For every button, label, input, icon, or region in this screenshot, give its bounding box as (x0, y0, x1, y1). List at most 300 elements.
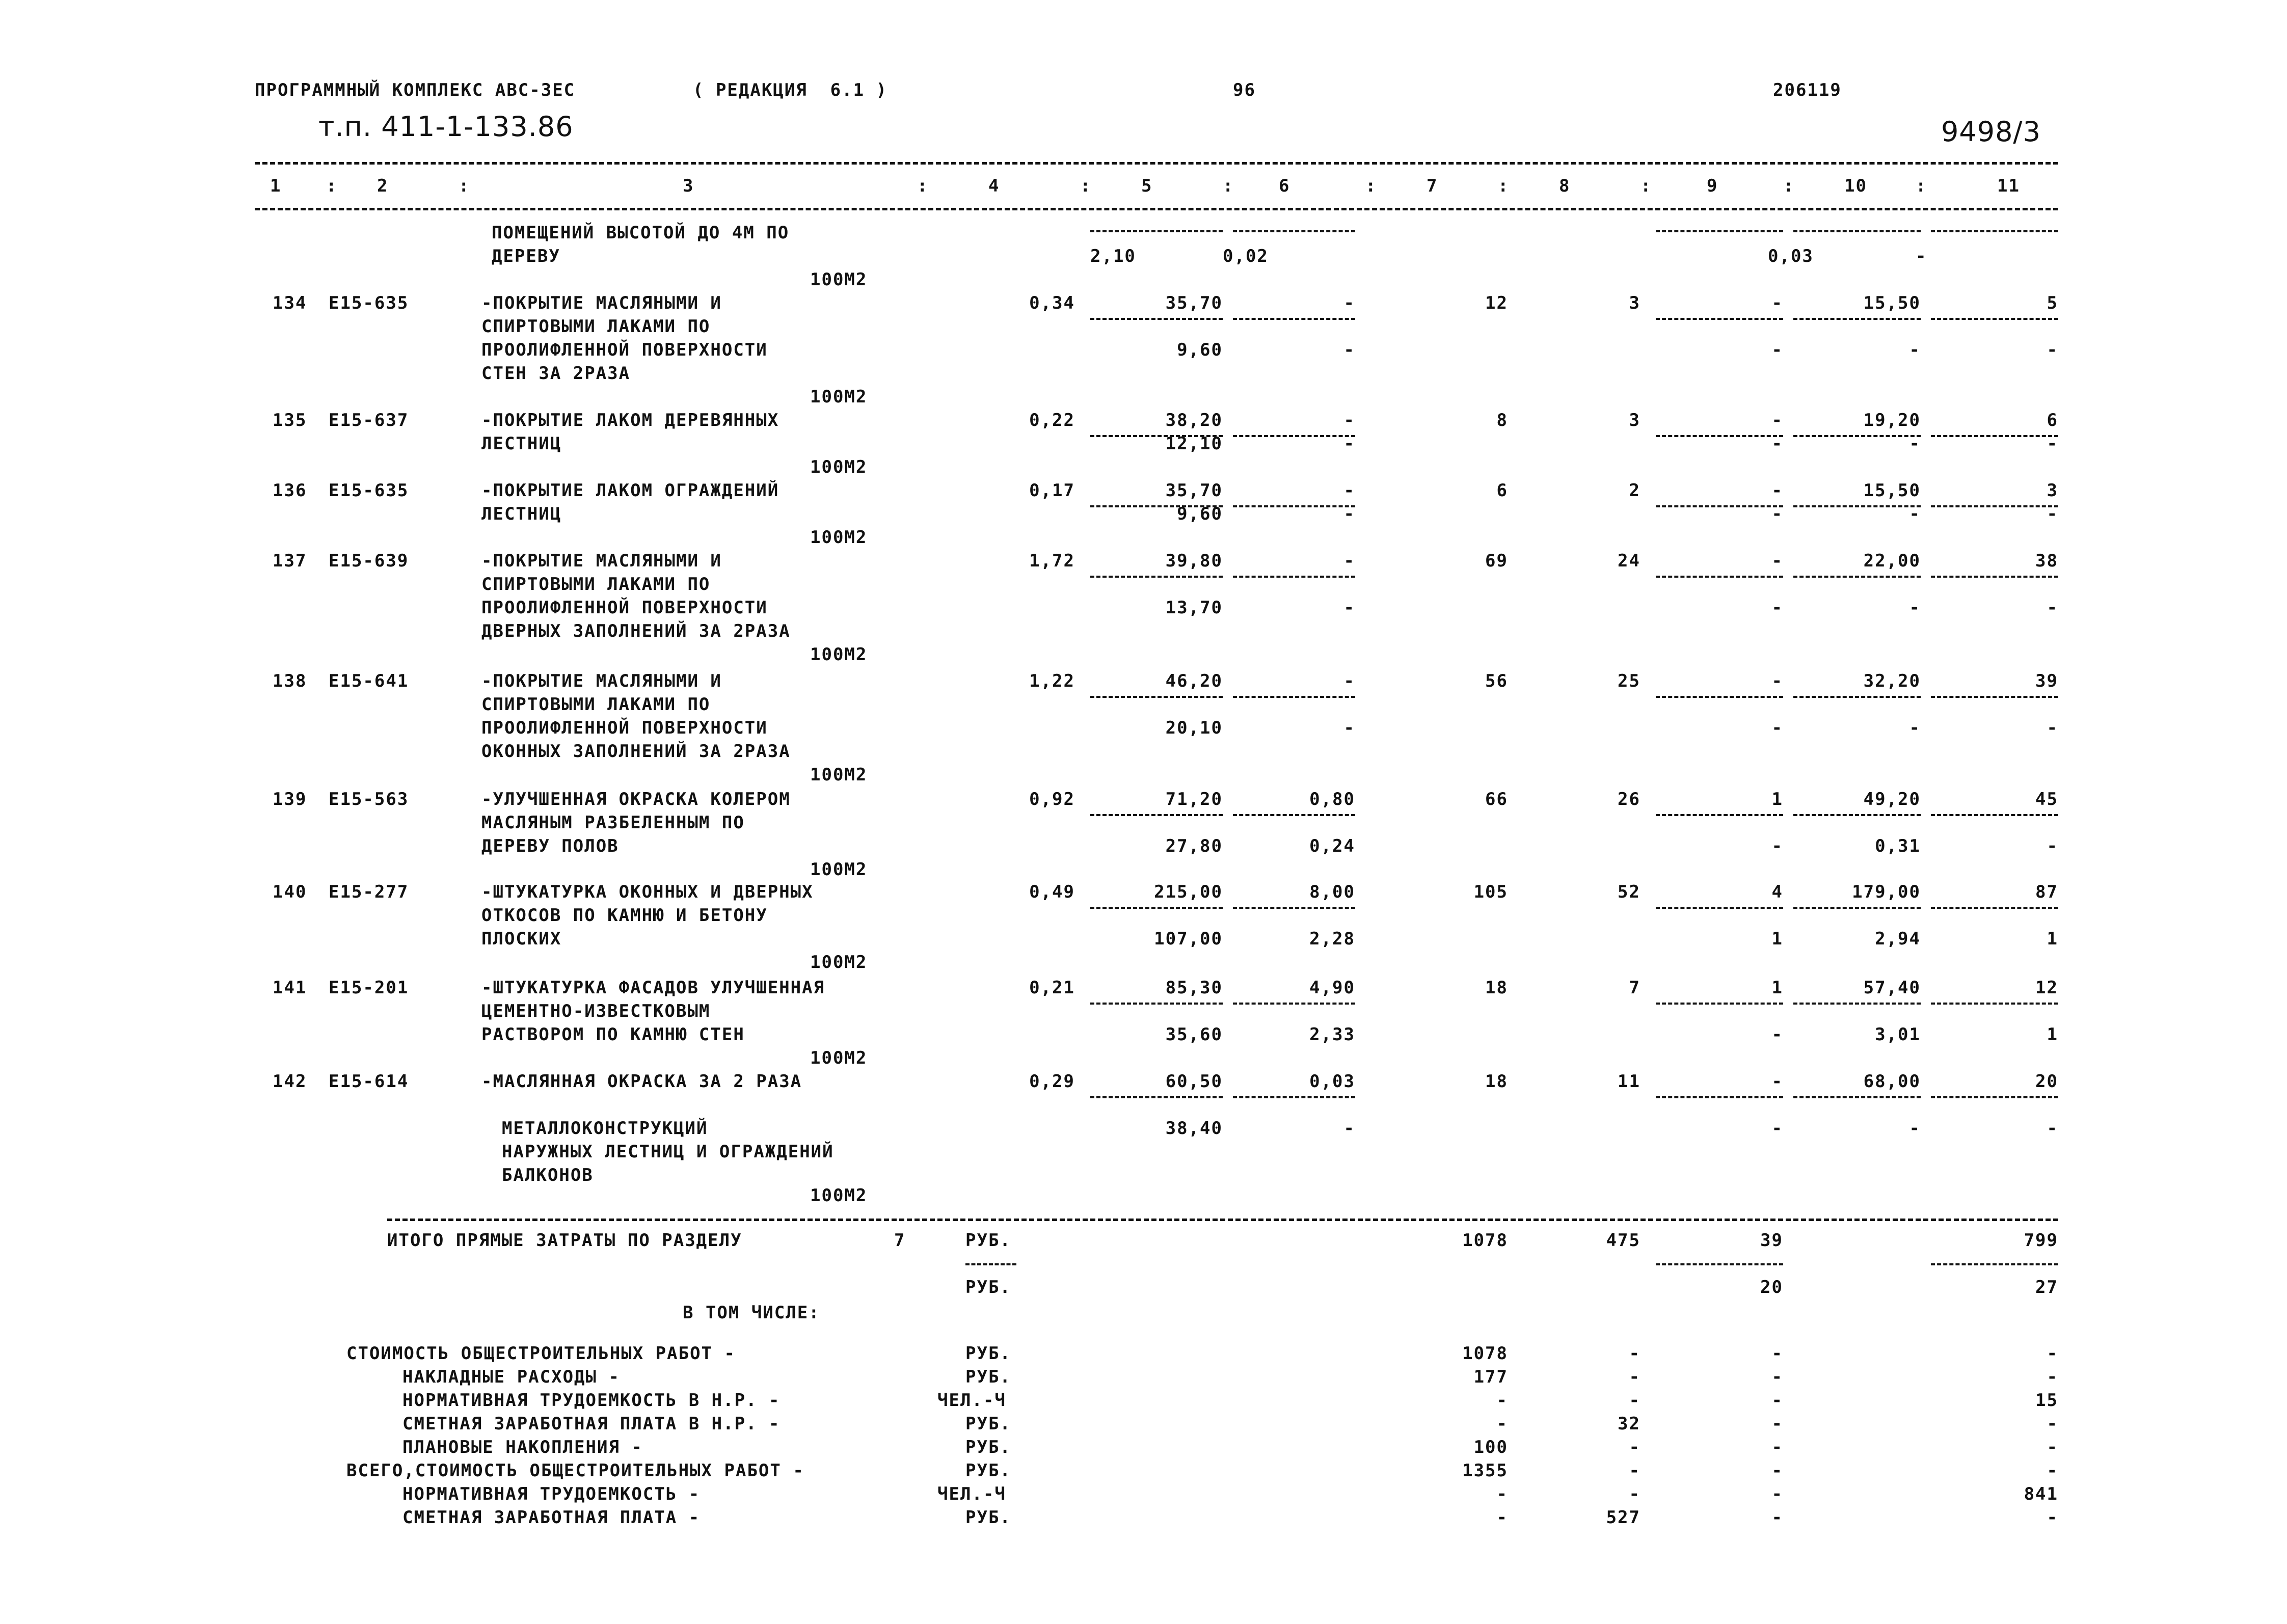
estimate-row-139-c10: 49,20 (1863, 789, 1921, 809)
header-rule-top (255, 162, 2058, 165)
column-separator: : (1080, 176, 1092, 196)
estimate-row-141-c10b: 3,01 (1875, 1024, 1921, 1045)
estimate-row-135-c4: 0,22 (1029, 410, 1075, 430)
summary-line-unit: РУБ. (965, 1437, 1011, 1457)
summary-line-unit: РУБ. (965, 1414, 1011, 1434)
estimate-row-139-c9b: - (1771, 836, 1783, 856)
estimate-row-136-c7: 6 (1496, 480, 1508, 501)
intro-col5-divider (1090, 230, 1223, 232)
summary-line-col8: - (1629, 1390, 1640, 1411)
estimate-row-142-description-line: БАЛКОНОВ (502, 1165, 594, 1185)
column-number-9: 9 (1707, 176, 1718, 196)
estimate-row-138-c9b: - (1771, 718, 1783, 738)
total-col11: 799 (2024, 1230, 2058, 1251)
summary-line-unit: РУБ. (965, 1507, 1011, 1528)
estimate-row-135-c5b: 12,10 (1165, 434, 1223, 454)
undefined: 2,10 (1090, 246, 1136, 266)
estimate-row-140-c4: 0,49 (1029, 882, 1075, 902)
estimate-row-139-c10b: 0,31 (1875, 836, 1921, 856)
including-label: В ТОМ ЧИСЛЕ: (683, 1303, 820, 1323)
estimate-row-134-c10b: - (1909, 340, 1921, 360)
total-col9-second: 20 (1760, 1277, 1783, 1297)
undefined: 0,02 (1223, 246, 1269, 266)
estimate-row-134-col9-divider (1656, 318, 1783, 320)
summary-line-col9: - (1771, 1390, 1783, 1411)
summary-line-unit: РУБ. (965, 1460, 1011, 1481)
estimate-row-142-col11-divider (1931, 1096, 2058, 1098)
estimate-row-135-c9b: - (1771, 434, 1783, 454)
summary-line-label: НОРМАТИВНАЯ ТРУДОЕМКОСТЬ В Н.Р. - (402, 1390, 781, 1411)
estimate-row-134-c4: 0,34 (1029, 293, 1075, 313)
estimate-row-137-c5b: 13,70 (1165, 598, 1223, 618)
summary-line-label: ВСЕГО,СТОИМОСТЬ ОБЩЕСТРОИТЕЛЬНЫХ РАБОТ - (346, 1460, 804, 1481)
summary-line-unit: РУБ. (965, 1343, 1011, 1364)
estimate-row-139-c5b: 27,80 (1165, 836, 1223, 856)
estimate-row-142-col10-divider (1793, 1096, 1921, 1098)
estimate-row-140-c11b: 1 (2047, 929, 2058, 949)
column-separator: : (917, 176, 929, 196)
header-rule-bottom (255, 208, 2058, 210)
column-separator: : (1783, 176, 1795, 196)
summary-line-col7: - (1496, 1390, 1508, 1411)
estimate-row-134-description-line: ПРООЛИФЛЕННОЙ ПОВЕРХНОСТИ (481, 340, 768, 360)
estimate-row-137-c9b: - (1771, 598, 1783, 618)
estimate-row-141-col9-divider (1656, 1003, 1783, 1005)
estimate-row-139-col11-divider (1931, 814, 2058, 816)
estimate-row-134-c11: 5 (2047, 293, 2058, 313)
estimate-row-141-description-line: -ШТУКАТУРКА ФАСАДОВ УЛУЧШЕННАЯ (481, 978, 825, 998)
column-separator: : (459, 176, 470, 196)
intro-unit: 100М2 (810, 269, 868, 290)
estimate-row-140-c5b: 107,00 (1154, 929, 1223, 949)
intro-col6-divider (1233, 230, 1355, 232)
estimate-row-137-col10-divider (1793, 576, 1921, 578)
estimate-row-135-code: Е15-637 (329, 410, 409, 430)
summary-line-col8: - (1629, 1367, 1640, 1387)
estimate-row-141-col11-divider (1931, 1003, 2058, 1005)
estimate-row-139-col5-divider (1090, 814, 1223, 816)
summary-line-col7: 177 (1473, 1367, 1508, 1387)
estimate-row-136-description-line: -ПОКРЫТИЕ ЛАКОМ ОГРАЖДЕНИЙ (481, 480, 779, 501)
estimate-row-140-c9: 4 (1771, 882, 1783, 902)
estimate-row-137-c11b: - (2047, 598, 2058, 618)
estimate-row-138-c11b: - (2047, 718, 2058, 738)
column-number-3: 3 (683, 176, 694, 196)
estimate-row-140-c11: 87 (2035, 882, 2058, 902)
estimate-row-142-c6: 0,03 (1309, 1071, 1355, 1092)
undefined: - (1916, 246, 1927, 266)
column-separator: : (1365, 176, 1377, 196)
summary-line-col8: 32 (1618, 1414, 1640, 1434)
estimate-row-136-c6b: - (1343, 504, 1355, 524)
estimate-row-141-c8: 7 (1629, 978, 1640, 998)
estimate-row-142-c7: 18 (1485, 1071, 1508, 1092)
program-title: ПРОГРАММНЫЙ КОМПЛЕКС АВС-3ЕС (255, 80, 576, 100)
summary-line-col8: - (1629, 1437, 1640, 1457)
estimate-row-139-col10-divider (1793, 814, 1921, 816)
estimate-row-139-c8: 26 (1618, 789, 1640, 809)
estimate-row-136-c10b: - (1909, 504, 1921, 524)
estimate-row-142-c9b: - (1771, 1118, 1783, 1139)
estimate-row-134-c8: 3 (1629, 293, 1640, 313)
estimate-row-138-c8: 25 (1618, 671, 1640, 691)
estimate-row-134-c11b: - (2047, 340, 2058, 360)
estimate-row-138-c7: 56 (1485, 671, 1508, 691)
summary-line-col8: - (1629, 1484, 1640, 1504)
estimate-row-140-c10: 179,00 (1852, 882, 1921, 902)
summary-line-col11: - (2047, 1367, 2058, 1387)
estimate-row-141-col10-divider (1793, 1003, 1921, 1005)
estimate-row-142-c4: 0,29 (1029, 1071, 1075, 1092)
summary-line-col7: - (1496, 1414, 1508, 1434)
estimate-row-137-c6b: - (1343, 598, 1355, 618)
intro-description-line: ПОМЕЩЕНИЙ ВЫСОТОЙ ДО 4М ПО (492, 223, 790, 243)
column-number-7: 7 (1427, 176, 1438, 196)
sheet-number: 9498/3 (1941, 116, 2041, 148)
estimate-row-136-c5: 35,70 (1165, 480, 1223, 501)
estimate-row-138-col11-divider (1931, 696, 2058, 698)
estimate-row-141-c5: 85,30 (1165, 978, 1223, 998)
total-unit: РУБ. (965, 1230, 1011, 1251)
estimate-row-141-col5-divider (1090, 1003, 1223, 1005)
estimate-row-141-c10: 57,40 (1863, 978, 1921, 998)
summary-line-col8: - (1629, 1343, 1640, 1364)
summary-line-label: ПЛАНОВЫЕ НАКОПЛЕНИЯ - (402, 1437, 643, 1457)
total-col11-divider (1931, 1263, 2058, 1265)
total-section-number: 7 (894, 1230, 906, 1251)
estimate-row-135-c8: 3 (1629, 410, 1640, 430)
estimate-row-138-col9-divider (1656, 696, 1783, 698)
estimate-row-136-c5b: 9,60 (1177, 504, 1223, 524)
estimate-row-141-c11: 12 (2035, 978, 2058, 998)
estimate-row-134-c5: 35,70 (1165, 293, 1223, 313)
estimate-row-141-c5b: 35,60 (1165, 1024, 1223, 1045)
undefined: 0,03 (1768, 246, 1814, 266)
summary-line-unit: ЧЕЛ.-Ч (937, 1484, 1006, 1504)
estimate-row-138-c4: 1,22 (1029, 671, 1075, 691)
estimate-row-137-c5: 39,80 (1165, 551, 1223, 571)
summary-line-col8: 527 (1606, 1507, 1640, 1528)
estimate-row-141-number: 141 (273, 978, 307, 998)
estimate-row-138-c9: - (1771, 671, 1783, 691)
total-col7: 1078 (1462, 1230, 1508, 1251)
estimate-row-140-c9b: 1 (1771, 929, 1783, 949)
summary-line-col11: 841 (2024, 1484, 2058, 1504)
total-col11-second: 27 (2035, 1277, 2058, 1297)
estimate-row-138-c11: 39 (2035, 671, 2058, 691)
estimate-row-138-code: Е15-641 (329, 671, 409, 691)
estimate-row-135-c6b: - (1343, 434, 1355, 454)
estimate-row-142-c8: 11 (1618, 1071, 1640, 1092)
estimate-row-135-c11: 6 (2047, 410, 2058, 430)
estimate-row-140-description-line: ПЛОСКИХ (481, 929, 562, 949)
estimate-row-140-col9-divider (1656, 907, 1783, 909)
estimate-row-142-c5: 60,50 (1165, 1071, 1223, 1092)
total-col8: 475 (1606, 1230, 1640, 1251)
summary-line-col11: - (2047, 1507, 2058, 1528)
estimate-row-140-c5: 215,00 (1154, 882, 1223, 902)
estimate-row-137-c10b: - (1909, 598, 1921, 618)
intro-col10-divider (1793, 230, 1921, 232)
estimate-row-141-unit: 100М2 (810, 1048, 868, 1068)
estimate-row-141-c6: 4,90 (1309, 978, 1355, 998)
estimate-row-140-c7: 105 (1473, 882, 1508, 902)
estimate-row-142-c6b: - (1343, 1118, 1355, 1139)
edition-label: ( РЕДАКЦИЯ 6.1 ) (693, 80, 887, 100)
estimate-row-140-number: 140 (273, 882, 307, 902)
estimate-row-141-description-line: РАСТВОРОМ ПО КАМНЮ СТЕН (481, 1024, 745, 1045)
estimate-row-135-description-line: ЛЕСТНИЦ (481, 434, 562, 454)
estimate-row-138-c6b: - (1343, 718, 1355, 738)
estimate-row-139-c7: 66 (1485, 789, 1508, 809)
estimate-row-142-c11: 20 (2035, 1071, 2058, 1092)
estimate-row-139-c6: 0,80 (1309, 789, 1355, 809)
column-separator: : (1223, 176, 1234, 196)
estimate-row-134-c7: 12 (1485, 293, 1508, 313)
total-unit-second: РУБ. (965, 1277, 1011, 1297)
estimate-row-137-c4: 1,72 (1029, 551, 1075, 571)
estimate-row-142-c9: - (1771, 1071, 1783, 1092)
estimate-row-140-c6b: 2,28 (1309, 929, 1355, 949)
estimate-row-134-description-line: СПИРТОВЫМИ ЛАКАМИ ПО (481, 316, 711, 337)
estimate-row-141-c4: 0,21 (1029, 978, 1075, 998)
estimate-row-137-col9-divider (1656, 576, 1783, 578)
estimate-row-136-c9b: - (1771, 504, 1783, 524)
total-unit-divider (965, 1263, 1016, 1265)
estimate-row-140-unit: 100М2 (810, 952, 868, 972)
estimate-row-136-c8: 2 (1629, 480, 1640, 501)
estimate-row-142-col6-divider (1233, 1096, 1355, 1098)
estimate-row-134-description-line: -ПОКРЫТИЕ МАСЛЯНЫМИ И (481, 293, 722, 313)
estimate-row-140-code: Е15-277 (329, 882, 409, 902)
estimate-row-134-description-line: СТЕН ЗА 2РАЗА (481, 363, 631, 384)
column-number-2: 2 (377, 176, 389, 196)
estimate-row-137-col5-divider (1090, 576, 1223, 578)
estimate-row-139-description-line: ДЕРЕВУ ПОЛОВ (481, 836, 619, 856)
estimate-row-138-c10: 32,20 (1863, 671, 1921, 691)
estimate-row-135-c9: - (1771, 410, 1783, 430)
intro-col9-divider (1656, 230, 1783, 232)
estimate-row-137-c9: - (1771, 551, 1783, 571)
estimate-row-137-description-line: ДВЕРНЫХ ЗАПОЛНЕНИЙ ЗА 2РАЗА (481, 621, 791, 641)
estimate-row-138-col5-divider (1090, 696, 1223, 698)
estimate-row-136-code: Е15-635 (329, 480, 409, 501)
total-col9: 39 (1760, 1230, 1783, 1251)
estimate-row-140-c8: 52 (1618, 882, 1640, 902)
intro-description-line: ДЕРЕВУ (492, 246, 560, 266)
estimate-row-135-c6: - (1343, 410, 1355, 430)
estimate-row-137-c10: 22,00 (1863, 551, 1921, 571)
column-number-8: 8 (1559, 176, 1571, 196)
estimate-row-142-number: 142 (273, 1071, 307, 1092)
summary-line-label: СМЕТНАЯ ЗАРАБОТНАЯ ПЛАТА В Н.Р. - (402, 1414, 781, 1434)
summary-line-col9: - (1771, 1437, 1783, 1457)
summary-line-col11: - (2047, 1460, 2058, 1481)
column-number-1: 1 (270, 176, 282, 196)
estimate-row-138-description-line: ОКОННЫХ ЗАПОЛНЕНИЙ ЗА 2РАЗА (481, 741, 791, 762)
estimate-row-137-number: 137 (273, 551, 307, 571)
summary-line-col8: - (1629, 1460, 1640, 1481)
estimate-row-138-c6: - (1343, 671, 1355, 691)
estimate-row-141-c9: 1 (1771, 978, 1783, 998)
estimate-row-141-c9b: - (1771, 1024, 1783, 1045)
estimate-row-134-unit: 100М2 (810, 387, 868, 407)
estimate-row-142-c10b: - (1909, 1118, 1921, 1139)
estimate-row-134-c9: - (1771, 293, 1783, 313)
estimate-row-135-c11b: - (2047, 434, 2058, 454)
estimate-row-137-c8: 24 (1618, 551, 1640, 571)
total-label: ИТОГО ПРЯМЫЕ ЗАТРАТЫ ПО РАЗДЕЛУ (387, 1230, 742, 1251)
estimate-row-140-col5-divider (1090, 907, 1223, 909)
estimate-row-136-description-line: ЛЕСТНИЦ (481, 504, 562, 524)
estimate-row-141-c6b: 2,33 (1309, 1024, 1355, 1045)
estimate-row-139-c6b: 0,24 (1309, 836, 1355, 856)
estimate-row-139-number: 139 (273, 789, 307, 809)
estimate-row-134-col11-divider (1931, 318, 2058, 320)
estimate-row-136-c11: 3 (2047, 480, 2058, 501)
column-number-6: 6 (1279, 176, 1290, 196)
estimate-row-138-col10-divider (1793, 696, 1921, 698)
estimate-row-137-c11: 38 (2035, 551, 2058, 571)
summary-line-col7: 100 (1473, 1437, 1508, 1457)
estimate-row-135-number: 135 (273, 410, 307, 430)
project-number: т.п. 411-1-133.86 (318, 111, 574, 143)
summary-line-unit: ЧЕЛ.-Ч (937, 1390, 1006, 1411)
summary-line-col7: - (1496, 1484, 1508, 1504)
estimate-row-142-col9-divider (1656, 1096, 1783, 1098)
estimate-row-136-c10: 15,50 (1863, 480, 1921, 501)
estimate-row-135-c10: 19,20 (1863, 410, 1921, 430)
summary-line-col7: - (1496, 1507, 1508, 1528)
estimate-row-138-number: 138 (273, 671, 307, 691)
summary-line-label: НОРМАТИВНАЯ ТРУДОЕМКОСТЬ - (402, 1484, 701, 1504)
column-number-5: 5 (1141, 176, 1153, 196)
estimate-row-142-col5-divider (1090, 1096, 1223, 1098)
estimate-row-135-c5: 38,20 (1165, 410, 1223, 430)
estimate-row-135-unit: 100М2 (810, 457, 868, 477)
estimate-row-139-col6-divider (1233, 814, 1355, 816)
estimate-row-138-description-line: СПИРТОВЫМИ ЛАКАМИ ПО (481, 694, 711, 715)
column-separator: : (1498, 176, 1510, 196)
estimate-row-140-description-line: -ШТУКАТУРКА ОКОННЫХ И ДВЕРНЫХ (481, 882, 814, 902)
estimate-row-135-c7: 8 (1496, 410, 1508, 430)
page-number: 96 (1233, 80, 1256, 100)
estimate-row-140-col11-divider (1931, 907, 2058, 909)
estimate-row-138-col6-divider (1233, 696, 1355, 698)
column-number-4: 4 (988, 176, 1000, 196)
estimate-row-140-description-line: ОТКОСОВ ПО КАМНЮ И БЕТОНУ (481, 905, 768, 926)
summary-line-col11: 15 (2035, 1390, 2058, 1411)
summary-line-label: НАКЛАДНЫЕ РАСХОДЫ - (402, 1367, 620, 1387)
summary-line-col9: - (1771, 1507, 1783, 1528)
estimate-row-139-c11: 45 (2035, 789, 2058, 809)
estimate-row-138-c5: 46,20 (1165, 671, 1223, 691)
estimate-row-138-description-line: ПРООЛИФЛЕННОЙ ПОВЕРХНОСТИ (481, 718, 768, 738)
estimate-row-141-c7: 18 (1485, 978, 1508, 998)
summary-line-col7: 1078 (1462, 1343, 1508, 1364)
summary-line-col9: - (1771, 1367, 1783, 1387)
summary-line-label: СТОИМОСТЬ ОБЩЕСТРОИТЕЛЬНЫХ РАБОТ - (346, 1343, 736, 1364)
estimate-row-142-description-line: НАРУЖНЫХ ЛЕСТНИЦ И ОГРАЖДЕНИЙ (502, 1142, 834, 1162)
estimate-row-140-c10b: 2,94 (1875, 929, 1921, 949)
estimate-row-136-c4: 0,17 (1029, 480, 1075, 501)
estimate-row-139-unit: 100М2 (810, 859, 868, 880)
estimate-row-141-code: Е15-201 (329, 978, 409, 998)
summary-line-label: СМЕТНАЯ ЗАРАБОТНАЯ ПЛАТА - (402, 1507, 701, 1528)
estimate-row-139-c9: 1 (1771, 789, 1783, 809)
estimate-row-141-col6-divider (1233, 1003, 1355, 1005)
estimate-row-134-number: 134 (273, 293, 307, 313)
estimate-row-139-col9-divider (1656, 814, 1783, 816)
estimate-row-137-description-line: -ПОКРЫТИЕ МАСЛЯНЫМИ И (481, 551, 722, 571)
estimate-row-134-c6b: - (1343, 340, 1355, 360)
estimate-row-142-description-line: -МАСЛЯННАЯ ОКРАСКА ЗА 2 РАЗА (481, 1071, 802, 1092)
estimate-row-139-description-line: МАСЛЯНЫМ РАЗБЕЛЕННЫМ ПО (481, 813, 745, 833)
estimate-row-142-code: Е15-614 (329, 1071, 409, 1092)
estimate-row-142-c11b: - (2047, 1118, 2058, 1139)
summary-line-col11: - (2047, 1437, 2058, 1457)
estimate-row-137-col6-divider (1233, 576, 1355, 578)
estimate-row-136-number: 136 (273, 480, 307, 501)
estimate-row-137-description-line: СПИРТОВЫМИ ЛАКАМИ ПО (481, 574, 711, 594)
total-col9-divider (1656, 1263, 1783, 1265)
estimate-row-134-c10: 15,50 (1863, 293, 1921, 313)
estimate-row-138-c5b: 20,10 (1165, 718, 1223, 738)
summary-line-col9: - (1771, 1460, 1783, 1481)
estimate-row-137-code: Е15-639 (329, 551, 409, 571)
estimate-row-134-c5b: 9,60 (1177, 340, 1223, 360)
estimate-row-136-c6: - (1343, 480, 1355, 501)
estimate-row-139-c5: 71,20 (1165, 789, 1223, 809)
estimate-row-135-c10b: - (1909, 434, 1921, 454)
estimate-row-139-description-line: -УЛУЧШЕННАЯ ОКРАСКА КОЛЕРОМ (481, 789, 791, 809)
estimate-row-134-c6: - (1343, 293, 1355, 313)
summary-line-col7: 1355 (1462, 1460, 1508, 1481)
estimate-row-134-col5-divider (1090, 318, 1223, 320)
estimate-row-139-code: Е15-563 (329, 789, 409, 809)
estimate-row-138-c10b: - (1909, 718, 1921, 738)
estimate-row-137-c7: 69 (1485, 551, 1508, 571)
summary-line-col11: - (2047, 1343, 2058, 1364)
estimate-row-134-c9b: - (1771, 340, 1783, 360)
estimate-row-139-c11b: - (2047, 836, 2058, 856)
estimate-row-140-c6: 8,00 (1309, 882, 1355, 902)
estimate-row-137-description-line: ПРООЛИФЛЕННОЙ ПОВЕРХНОСТИ (481, 598, 768, 618)
estimate-row-138-description-line: -ПОКРЫТИЕ МАСЛЯНЫМИ И (481, 671, 722, 691)
estimate-row-141-c11b: 1 (2047, 1024, 2058, 1045)
estimate-row-141-description-line: ЦЕМЕНТНО-ИЗВЕСТКОВЫМ (481, 1001, 711, 1021)
summary-line-unit: РУБ. (965, 1367, 1011, 1387)
document-code: 206119 (1773, 80, 1842, 100)
estimate-row-142-c5b: 38,40 (1165, 1118, 1223, 1139)
column-number-10: 10 (1844, 176, 1867, 196)
total-rule (387, 1219, 2058, 1221)
estimate-row-140-col10-divider (1793, 907, 1921, 909)
column-number-11: 11 (1997, 176, 2020, 196)
estimate-row-134-code: Е15-635 (329, 293, 409, 313)
estimate-row-137-col11-divider (1931, 576, 2058, 578)
estimate-row-134-col6-divider (1233, 318, 1355, 320)
estimate-row-142-unit: 100М2 (810, 1185, 868, 1206)
column-separator: : (1640, 176, 1652, 196)
summary-line-col11: - (2047, 1414, 2058, 1434)
column-separator: : (1916, 176, 1927, 196)
estimate-row-138-unit: 100М2 (810, 765, 868, 785)
column-separator: : (326, 176, 338, 196)
estimate-row-142-description-line: МЕТАЛЛОКОНСТРУКЦИЙ (502, 1118, 708, 1139)
estimate-row-142-c10: 68,00 (1863, 1071, 1921, 1092)
estimate-row-134-col10-divider (1793, 318, 1921, 320)
